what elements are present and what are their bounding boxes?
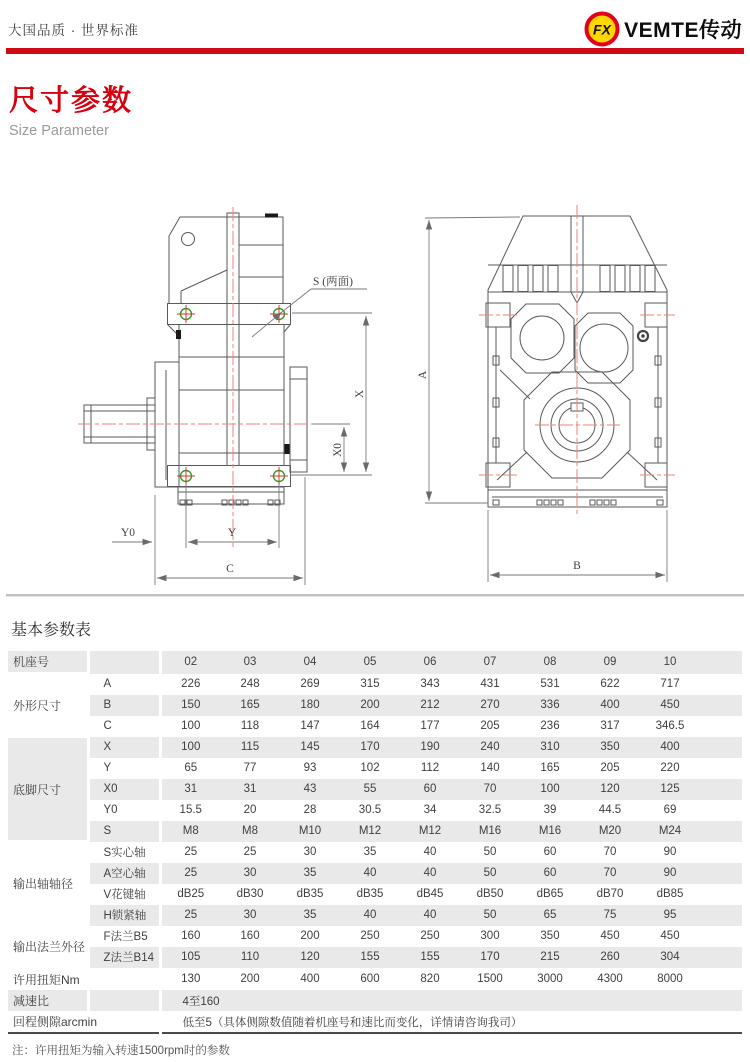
value-cell: 346.5	[640, 716, 700, 737]
table-cell	[700, 737, 742, 758]
value-cell: 155	[340, 947, 400, 968]
value-cell: 400	[280, 968, 340, 991]
table-cell	[700, 716, 742, 737]
technical-drawings	[0, 190, 750, 598]
value-cell: 39	[520, 800, 580, 821]
value-cell: 300	[460, 926, 520, 947]
side-view-drawing	[78, 207, 312, 547]
frame-size-header: 05	[340, 651, 400, 674]
value-cell: M12	[340, 821, 400, 842]
table-cell	[700, 884, 742, 905]
value-cell: 145	[280, 737, 340, 758]
value-cell: 205	[460, 716, 520, 737]
value-cell: 315	[340, 674, 400, 695]
dim-label-x: X	[354, 389, 366, 399]
value-cell: 336	[520, 695, 580, 716]
value-cell: 40	[400, 863, 460, 884]
value-cell: 40	[340, 863, 400, 884]
value-cell: 820	[400, 968, 460, 991]
centerlines-front	[479, 205, 675, 517]
sub-row-label: V花键轴	[88, 884, 160, 905]
table-cell	[700, 674, 742, 695]
value-cell: 100	[160, 716, 220, 737]
value-cell: 160	[220, 926, 280, 947]
value-cell: 215	[520, 947, 580, 968]
value-cell: 95	[640, 905, 700, 926]
drain-plug	[285, 444, 290, 454]
value-cell: 60	[520, 863, 580, 884]
value-cell: 155	[400, 947, 460, 968]
table-cell	[700, 651, 742, 674]
input-bore-left	[520, 316, 564, 360]
value-cell: 164	[340, 716, 400, 737]
value-cell: 55	[340, 779, 400, 800]
value-cell: dB70	[580, 884, 640, 905]
value-cell: 1500	[460, 968, 520, 991]
value-cell: 240	[460, 737, 520, 758]
frame-size-header: 04	[280, 651, 340, 674]
sub-row-label: A	[88, 674, 160, 695]
value-cell: 110	[220, 947, 280, 968]
table-cell	[700, 842, 742, 863]
value-cell: 60	[520, 842, 580, 863]
value-cell: 170	[340, 737, 400, 758]
value-cell: 30	[220, 863, 280, 884]
value-cell: 200	[340, 695, 400, 716]
frame-size-header: 08	[520, 651, 580, 674]
input-bore-right	[580, 324, 628, 372]
value-cell: 90	[640, 842, 700, 863]
value-cell: 65	[520, 905, 580, 926]
value-cell: 400	[580, 695, 640, 716]
value-cell: M10	[280, 821, 340, 842]
value-cell: 130	[160, 968, 220, 991]
brand-block	[584, 11, 742, 47]
brand-name: VEMTE传动	[624, 19, 742, 42]
frame-size-header: 06	[400, 651, 460, 674]
footnote: 注：许用扭矩为输入转速1500rpm时的参数	[12, 1045, 230, 1057]
value-cell: 25	[220, 842, 280, 863]
value-cell: dB35	[280, 884, 340, 905]
backlash-value: 低至5（具体侧隙数值随着机座号和速比而变化，详情请咨询我司）	[160, 1011, 742, 1033]
frame-size-header: 10	[640, 651, 700, 674]
accent-bar	[6, 48, 744, 54]
table-wrapper	[8, 651, 742, 1034]
value-cell: 43	[280, 779, 340, 800]
value-cell: 531	[520, 674, 580, 695]
value-cell: 125	[640, 779, 700, 800]
value-cell: dB45	[400, 884, 460, 905]
value-cell: 115	[220, 737, 280, 758]
frame-size-header: 07	[460, 651, 520, 674]
value-cell: 31	[220, 779, 280, 800]
value-cell: 120	[280, 947, 340, 968]
frame-row-label: 机座号	[8, 651, 88, 674]
value-cell: 600	[340, 968, 400, 991]
value-cell: 180	[280, 695, 340, 716]
value-cell: 28	[280, 800, 340, 821]
cooling-ribs	[503, 266, 655, 292]
front-view-drawing	[479, 205, 675, 517]
parameters-table-body	[8, 651, 742, 1033]
value-cell: 8000	[640, 968, 700, 991]
table-cell	[88, 968, 160, 991]
value-cell: 31	[160, 779, 220, 800]
side-view-dimensions	[112, 275, 372, 585]
value-cell: 150	[160, 695, 220, 716]
parameters-table	[8, 651, 742, 1034]
value-cell: 93	[280, 758, 340, 779]
value-cell: 35	[340, 842, 400, 863]
dim-label-y: Y	[227, 527, 237, 539]
value-cell: 717	[640, 674, 700, 695]
value-cell: 77	[220, 758, 280, 779]
value-cell: 140	[460, 758, 520, 779]
value-cell: 177	[400, 716, 460, 737]
sub-row-label: X0	[88, 779, 160, 800]
table-cell	[700, 800, 742, 821]
value-cell: 200	[280, 926, 340, 947]
value-cell: 32.5	[460, 800, 520, 821]
page-header	[8, 10, 742, 48]
sub-row-label: Y0	[88, 800, 160, 821]
value-cell: 165	[220, 695, 280, 716]
table-cell	[700, 779, 742, 800]
value-cell: 25	[160, 842, 220, 863]
value-cell: M8	[220, 821, 280, 842]
value-cell: M20	[580, 821, 640, 842]
base-feet-front	[493, 500, 663, 505]
page-subtitle: Size Parameter	[9, 122, 109, 139]
group-label: 输出法兰外径	[8, 926, 88, 968]
value-cell: 35	[280, 863, 340, 884]
value-cell: 317	[580, 716, 640, 737]
slogan-text: 大国品质 · 世界标准	[8, 23, 139, 38]
value-cell: dB65	[520, 884, 580, 905]
value-cell: 69	[640, 800, 700, 821]
table-cell	[700, 758, 742, 779]
value-cell: 350	[580, 737, 640, 758]
group-label: 外形尺寸	[8, 674, 88, 737]
value-cell: 34	[400, 800, 460, 821]
value-cell: dB85	[640, 884, 700, 905]
value-cell: 250	[400, 926, 460, 947]
section-title	[9, 86, 133, 139]
value-cell: 20	[220, 800, 280, 821]
dim-label-b: B	[573, 560, 581, 572]
value-cell: 220	[640, 758, 700, 779]
centerlines	[78, 207, 312, 547]
value-cell: dB35	[340, 884, 400, 905]
table-cell	[700, 968, 742, 991]
value-cell: 165	[520, 758, 580, 779]
table-heading: 基本参数表	[11, 622, 92, 639]
value-cell: 350	[520, 926, 580, 947]
value-cell: 70	[460, 779, 520, 800]
value-cell: 147	[280, 716, 340, 737]
value-cell: 205	[580, 758, 640, 779]
frame-size-header: 03	[220, 651, 280, 674]
value-cell: 75	[580, 905, 640, 926]
value-cell: 40	[400, 905, 460, 926]
frame-size-header: 09	[580, 651, 640, 674]
value-cell: dB25	[160, 884, 220, 905]
sub-row-label: B	[88, 695, 160, 716]
value-cell: 450	[640, 695, 700, 716]
page-title: 尺寸参数	[9, 85, 134, 117]
value-cell: 170	[460, 947, 520, 968]
value-cell: 50	[460, 863, 520, 884]
value-cell: M24	[640, 821, 700, 842]
dim-label-a: A	[417, 370, 429, 380]
value-cell: 112	[400, 758, 460, 779]
sub-row-label: X	[88, 737, 160, 758]
value-cell: 260	[580, 947, 640, 968]
ratio-value: 4至160	[160, 990, 742, 1011]
value-cell: M16	[520, 821, 580, 842]
dim-label-y0: Y0	[120, 527, 136, 539]
value-cell: 270	[460, 695, 520, 716]
value-cell: 118	[220, 716, 280, 737]
value-cell: 200	[220, 968, 280, 991]
value-cell: 30.5	[340, 800, 400, 821]
value-cell: 4300	[580, 968, 640, 991]
value-cell: 25	[160, 905, 220, 926]
group-label: 底脚尺寸	[8, 737, 88, 842]
dim-label-c: C	[226, 563, 234, 575]
group-label: 输出轴轴径	[8, 842, 88, 926]
value-cell: 622	[580, 674, 640, 695]
value-cell: 100	[160, 737, 220, 758]
value-cell: 236	[520, 716, 580, 737]
lifting-hole	[182, 233, 195, 246]
value-cell: 40	[400, 842, 460, 863]
value-cell: 65	[160, 758, 220, 779]
value-cell: 44.5	[580, 800, 640, 821]
value-cell: 3000	[520, 968, 580, 991]
value-cell: 190	[400, 737, 460, 758]
value-cell: 100	[520, 779, 580, 800]
value-cell: 431	[460, 674, 520, 695]
value-cell: 70	[580, 863, 640, 884]
sub-row-label: F法兰B5	[88, 926, 160, 947]
sub-row-label: A空心轴	[88, 863, 160, 884]
value-cell: 250	[340, 926, 400, 947]
value-cell: 30	[220, 905, 280, 926]
value-cell: M16	[460, 821, 520, 842]
value-cell: 248	[220, 674, 280, 695]
value-cell: 50	[460, 905, 520, 926]
ratio-row-label: 减速比	[8, 990, 88, 1011]
value-cell: 102	[340, 758, 400, 779]
table-cell	[88, 651, 160, 674]
value-cell: dB30	[220, 884, 280, 905]
sub-row-label: H锁紧轴	[88, 905, 160, 926]
sub-row-label: C	[88, 716, 160, 737]
brand-logo-icon	[584, 11, 620, 47]
breather-plug	[265, 214, 278, 218]
value-cell: 269	[280, 674, 340, 695]
value-cell: 105	[160, 947, 220, 968]
value-cell: 90	[640, 863, 700, 884]
value-cell: 70	[580, 842, 640, 863]
sub-row-label: Z法兰B14	[88, 947, 160, 968]
value-cell: M12	[400, 821, 460, 842]
value-cell: 212	[400, 695, 460, 716]
value-cell: M8	[160, 821, 220, 842]
dim-label-s: S (两面)	[313, 276, 353, 288]
table-cell	[700, 926, 742, 947]
value-cell: 50	[460, 842, 520, 863]
value-cell: 450	[640, 926, 700, 947]
sub-row-label: Y	[88, 758, 160, 779]
value-cell: 226	[160, 674, 220, 695]
table-cell	[700, 695, 742, 716]
torque-row-label: 许用扭矩Nm	[8, 968, 88, 991]
table-cell	[700, 905, 742, 926]
sub-row-label: S实心轴	[88, 842, 160, 863]
oil-plug-left	[176, 330, 181, 339]
value-cell: 304	[640, 947, 700, 968]
frame-size-header: 02	[160, 651, 220, 674]
value-cell: dB50	[460, 884, 520, 905]
value-cell: 25	[160, 863, 220, 884]
table-cell	[700, 863, 742, 884]
value-cell: 343	[400, 674, 460, 695]
value-cell: 450	[580, 926, 640, 947]
section-divider	[6, 594, 744, 597]
value-cell: 60	[400, 779, 460, 800]
value-cell: 35	[280, 905, 340, 926]
value-cell: 160	[160, 926, 220, 947]
table-cell	[700, 947, 742, 968]
logo-monogram: FX	[593, 21, 612, 38]
dim-label-x0: X0	[332, 442, 344, 458]
value-cell: 30	[280, 842, 340, 863]
value-cell: 15.5	[160, 800, 220, 821]
sub-row-label: S	[88, 821, 160, 842]
value-cell: 40	[340, 905, 400, 926]
table-cell	[88, 990, 160, 1011]
value-cell: 400	[640, 737, 700, 758]
value-cell: 310	[520, 737, 580, 758]
table-cell	[700, 821, 742, 842]
backlash-row-label: 回程侧隙arcmin	[8, 1011, 160, 1033]
value-cell: 120	[580, 779, 640, 800]
